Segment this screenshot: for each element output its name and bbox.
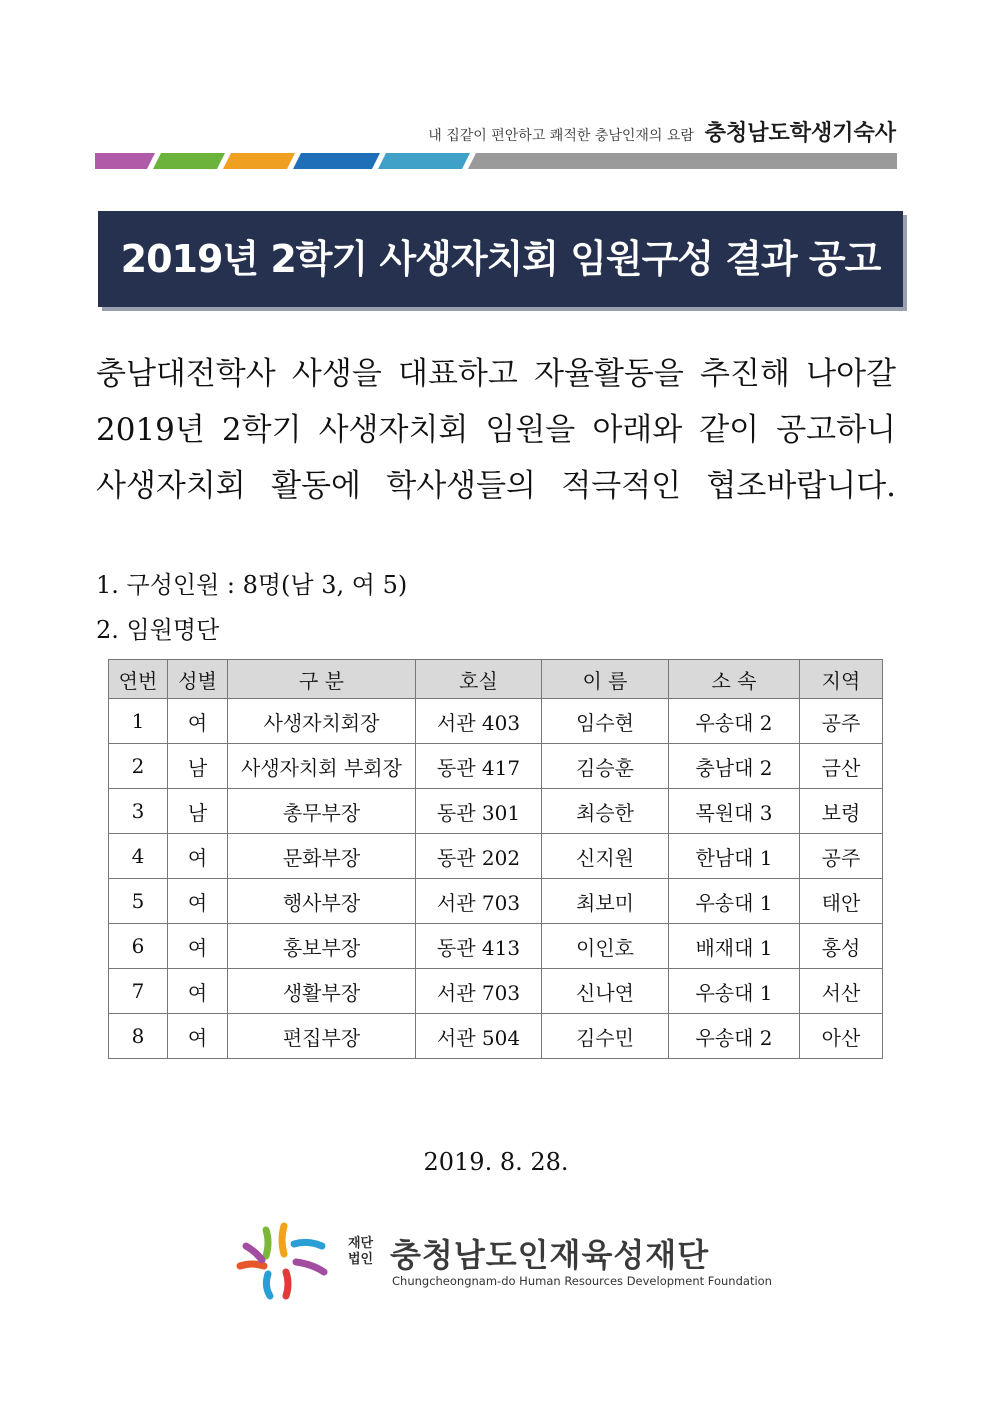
foundation-badge: [348, 1236, 378, 1268]
cell-position: 생활부장: [228, 969, 416, 1014]
col-header-position: 구 분: [228, 660, 416, 699]
table-row: [109, 1014, 883, 1059]
table-row: [109, 879, 883, 924]
cell-name: 김수민: [542, 1014, 669, 1059]
cell-name: 신지원: [542, 834, 669, 879]
cell-name: 최승한: [542, 789, 669, 834]
cell-position: 사생자치회 부회장: [228, 744, 416, 789]
badge-line-1: 재단: [348, 1236, 374, 1251]
cell-gender: 여: [168, 1014, 228, 1059]
header-tagline: 내 집같이 편안하고 쾌적한 충남인재의 요람: [428, 128, 694, 144]
header-line: [428, 116, 896, 147]
col-header-affiliation: 소 속: [669, 660, 800, 699]
cell-room: 서관 504: [416, 1014, 542, 1059]
cell-region: 아산: [800, 1014, 883, 1059]
cell-number: 7: [109, 969, 168, 1014]
table-row: [109, 789, 883, 834]
cell-position: 총무부장: [228, 789, 416, 834]
cell-affiliation: 충남대 2: [669, 744, 800, 789]
cell-position: 홍보부장: [228, 924, 416, 969]
cell-gender: 남: [168, 789, 228, 834]
table-row: [109, 969, 883, 1014]
officer-roster-table: [108, 659, 883, 1059]
cell-position: 문화부장: [228, 834, 416, 879]
cell-room: 동관 417: [416, 744, 542, 789]
cell-gender: 여: [168, 969, 228, 1014]
intro-paragraph: [96, 346, 896, 514]
table-header-row: [109, 660, 883, 699]
cell-number: 6: [109, 924, 168, 969]
col-header-name: 이 름: [542, 660, 669, 699]
cell-room: 동관 301: [416, 789, 542, 834]
cell-region: 공주: [800, 699, 883, 744]
col-header-number: 연번: [109, 660, 168, 699]
cell-number: 1: [109, 699, 168, 744]
intro-line-2: 2019년 2학기 사생자치회 임원을 아래와 같이 공고하니: [96, 412, 896, 448]
cell-affiliation: 한남대 1: [669, 834, 800, 879]
title-banner: [98, 211, 903, 307]
member-count-item: 1. 구성인원 : 8명(남 3, 여 5): [96, 571, 408, 599]
cell-room: 서관 703: [416, 879, 542, 924]
cell-region: 금산: [800, 744, 883, 789]
cell-number: 5: [109, 879, 168, 924]
cell-name: 최보미: [542, 879, 669, 924]
badge-line-2: 법인: [348, 1252, 374, 1267]
cell-name: 이인호: [542, 924, 669, 969]
page-title: 2019년 2학기 사생자치회 임원구성 결과 공고: [120, 237, 881, 281]
cell-room: 동관 413: [416, 924, 542, 969]
table-row: [109, 834, 883, 879]
cell-room: 서관 703: [416, 969, 542, 1014]
notice-date: 2019. 8. 28.: [423, 1148, 569, 1176]
cell-room: 서관 403: [416, 699, 542, 744]
foundation-name: 충청남도인재육성재단: [390, 1236, 710, 1274]
header-color-stripe: [95, 153, 897, 169]
foundation-logo-icon: [236, 1222, 346, 1302]
header-org-name: 충청남도학생기숙사: [704, 121, 896, 146]
table-row: [109, 924, 883, 969]
cell-position: 사생자치회장: [228, 699, 416, 744]
cell-number: 4: [109, 834, 168, 879]
cell-position: 편집부장: [228, 1014, 416, 1059]
cell-gender: 여: [168, 834, 228, 879]
table-row: [109, 744, 883, 789]
roster-heading-item: 2. 임원명단: [96, 616, 220, 644]
cell-affiliation: 목원대 3: [669, 789, 800, 834]
cell-region: 공주: [800, 834, 883, 879]
cell-affiliation: 우송대 2: [669, 699, 800, 744]
table-row: [109, 699, 883, 744]
cell-number: 2: [109, 744, 168, 789]
cell-affiliation: 배재대 1: [669, 924, 800, 969]
intro-line-1: 충남대전학사 사생을 대표하고 자율활동을 추진해 나아갈: [96, 356, 896, 392]
col-header-room: 호실: [416, 660, 542, 699]
col-header-gender: 성별: [168, 660, 228, 699]
cell-position: 행사부장: [228, 879, 416, 924]
cell-region: 태안: [800, 879, 883, 924]
cell-number: 3: [109, 789, 168, 834]
cell-region: 서산: [800, 969, 883, 1014]
cell-region: 홍성: [800, 924, 883, 969]
cell-gender: 남: [168, 744, 228, 789]
foundation-english-name: Chungcheongnam-do Human Resources Development Foundation: [392, 1274, 772, 1288]
cell-region: 보령: [800, 789, 883, 834]
cell-gender: 여: [168, 879, 228, 924]
cell-number: 8: [109, 1014, 168, 1059]
cell-room: 동관 202: [416, 834, 542, 879]
cell-name: 김승훈: [542, 744, 669, 789]
intro-line-3: 사생자치회 활동에 학사생들의 적극적인 협조바랍니다.: [96, 468, 896, 504]
cell-name: 임수현: [542, 699, 669, 744]
cell-gender: 여: [168, 699, 228, 744]
cell-affiliation: 우송대 2: [669, 1014, 800, 1059]
cell-affiliation: 우송대 1: [669, 969, 800, 1014]
col-header-region: 지역: [800, 660, 883, 699]
cell-gender: 여: [168, 924, 228, 969]
cell-affiliation: 우송대 1: [669, 879, 800, 924]
cell-name: 신나연: [542, 969, 669, 1014]
